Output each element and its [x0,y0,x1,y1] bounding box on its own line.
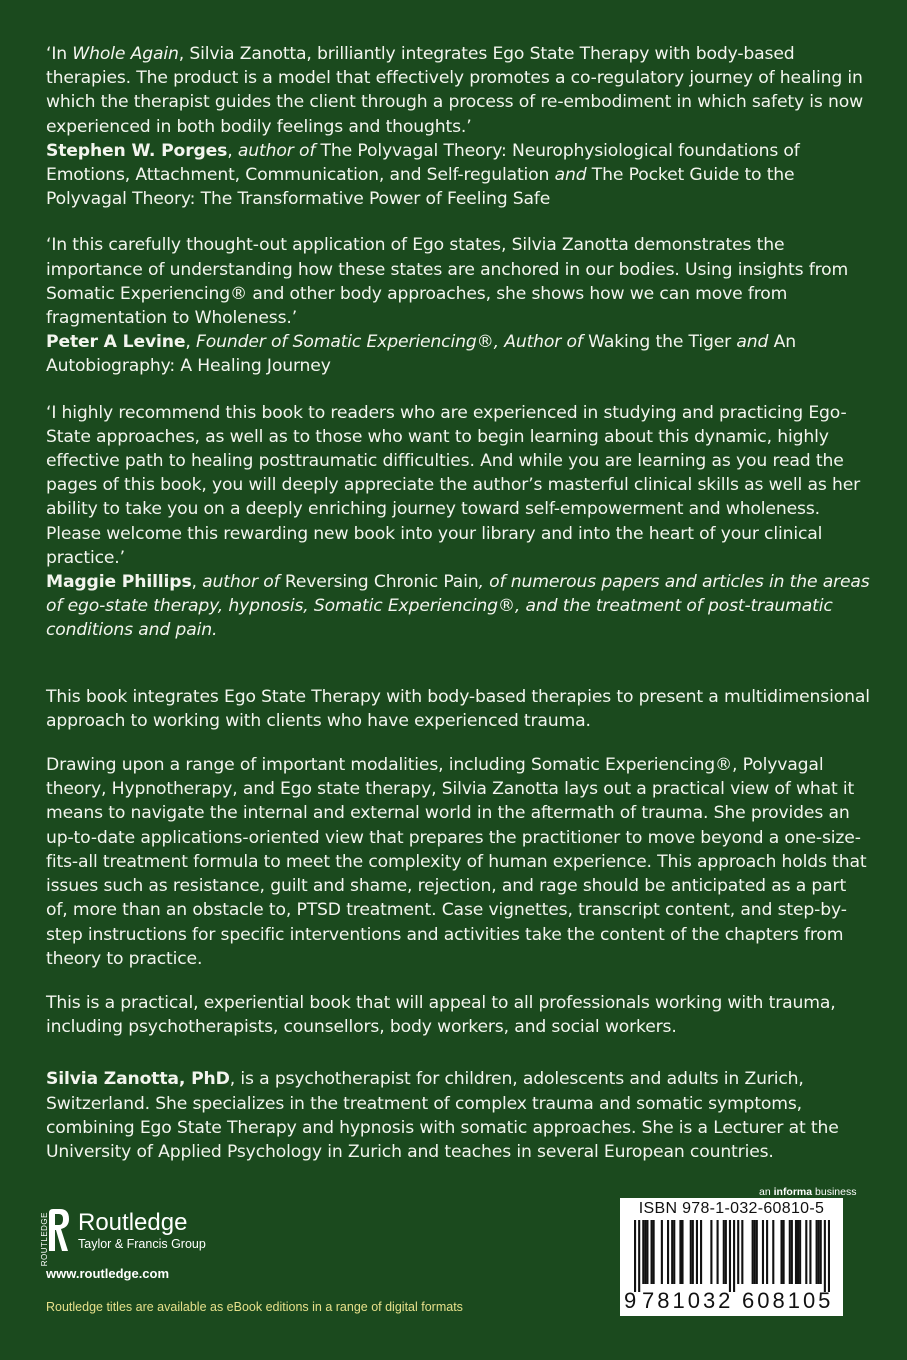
barcode-bar [681,1220,683,1284]
publisher-website: www.routledge.com [46,1266,170,1281]
barcode-bar [828,1220,830,1292]
barcode-bar [700,1220,702,1284]
barcode-bar [772,1220,774,1284]
publisher-name: Routledge [78,1208,188,1236]
barcode-bar [733,1220,735,1292]
description-paragraph: Drawing upon a range of important modalities, including Somatic Experiencing®, Polyvagal theory, Hypnotherapy, and Ego state therapy, Silvia Zanotta lays out a practical view of what it means to navigate the internal and external world in the aftermath of trauma. She provides an up-to-date applications-oriented view that prepares the practitioner to move beyond a one-size-fits-all treatment formula to meet the complexity of human experience. This approach holds that issues such as resistance, guilt and shame, rejection, and rage should be anticipated as a part of, more than an obstacle to, PTSD treatment. Case vignettes, transcript content, and step-by-step instructions for specific interventions and activities take the content of the chapters from theory to practice. [46,755,867,969]
barcode-bar [651,1220,653,1284]
barcode-bar [795,1220,797,1284]
endorsement-levine [46,233,872,378]
description-paragraph: This is a practical, experiential book that will appeal to all professionals working with trauma, including psychotherapists, counsellors, body workers, and social workers. [46,992,836,1038]
barcode-bar [634,1220,636,1292]
endorsement-attribution: Peter A Levine, Founder of Somatic Experiencing®, Author of Waking the Tiger and An Autobiography: A Healing Journey [46,332,796,377]
barcode-bar [679,1220,681,1284]
barcode-bar [818,1220,820,1284]
endorsement-porges [46,42,872,211]
informa-label: an informa business [759,1186,857,1198]
barcode-bar [729,1220,731,1292]
barcode-bar [638,1220,640,1292]
barcode-bar [791,1220,793,1284]
barcode-bar [671,1220,673,1284]
barcode-bar [653,1220,655,1284]
endorsement-attribution: Stephen W. Porges, author of The Polyvagal Theory: Neurophysiological foundations of Emotions, Attachment, Communication, and Self-regulation and The Pocket Guide to the Polyvagal Theory: The Transformative Power of Feeling Safe [46,140,800,210]
barcode-bar [789,1220,791,1284]
endorsement-quote: ‘In Whole Again, Silvia Zanotta, brilliantly integrates Ego State Therapy with body-based therapies. The product is a model that effectively promotes a co-regulatory journey of healing in which the therapist guides the client through a process of re-embodiment in which safety is now experienced in both bodily feelings and thoughts.’ [46,44,864,137]
barcode-bar [723,1220,725,1284]
endorsement-attribution: Maggie Phillips, author of Reversing Chronic Pain, of numerous papers and articles in the areas of ego-state therapy, hypnosis, Somatic Experiencing®, and the treatment of post-traumatic conditions and pain. [46,572,870,641]
barcode-bar [646,1220,648,1284]
barcode-bar [737,1220,739,1284]
barcode-bar [797,1220,799,1284]
barcode-bar [756,1220,758,1284]
barcode-bar [717,1220,719,1284]
endorser-name: Maggie Phillips [46,572,192,593]
barcode-bar [783,1220,785,1284]
barcode-bar [690,1220,692,1284]
endorser-name: Stephen W. Porges [46,140,228,161]
barcode-bar [799,1220,801,1284]
barcode-bar [754,1220,756,1284]
barcode-bar [766,1220,768,1284]
barcode-bar [762,1220,764,1284]
endorsement-quote: ‘I highly recommend this book to readers who are experienced in studying and practicing Ego-State approaches, as well as to those who want to begin learning about this dynamic, highly effective path to healing posttraumatic difficulties. And while you are learning as you read the pages of this book, you will deeply appreciate the author’s masterful clinical skills as well as her ability to take you on a deeply enriching journey toward self-empowerment and wholeness. Please welcome this rewarding new book into your library and into the heart of your clinical practice.’ [46,402,861,568]
barcode-bar [642,1220,644,1284]
barcode-bar [809,1220,811,1284]
barcode-bar [752,1220,754,1284]
description-paragraph: This book integrates Ego State Therapy with body-based therapies to present a multidimensional approach to working with clients who have experienced trauma. [46,686,870,731]
isbn-label: ISBN 978-1-032-60810-5 [638,1200,825,1217]
publisher-vertical-label: ROUTLEDGE [40,1212,49,1267]
endorser-name: Peter A Levine [46,332,186,353]
barcode-bar [780,1220,782,1284]
back-cover-text [46,42,872,1164]
barcode-bar [692,1220,694,1284]
publisher-logo [46,1207,206,1253]
barcode-bar [816,1220,818,1284]
author-bio: Silvia Zanotta, PhD, is a psychotherapist for children, adolescents and adults in Zurich, Switzerland. She specializes in the treatment of complex trauma and somatic symptoms, combining Ego State Therapy and hypnosis with somatic approaches. She is a Lecturer at the University of Applied Psychology in Zurich and teaches in several European countries. [46,1069,839,1162]
ebook-note: Routledge titles are available as eBook editions in a range of digital formats [46,1300,463,1314]
endorsement-quote: ‘In this carefully thought-out application of Ego states, Silvia Zanotta demonstrates the importance of understanding how these states are anchored in our bodies. Using insights from Somatic Experiencing® and other body approaches, she shows how we can move from fragmentation to Wholeness.’ [46,235,849,329]
isbn-barcode: ISBN 978-1-032-60810-5 9 781032 608105 [620,1198,843,1316]
barcode-bar [741,1220,743,1284]
barcode-bar [667,1220,669,1284]
barcode-bar [696,1220,698,1284]
endorsement-phillips [46,401,872,643]
barcode-bar [673,1220,675,1284]
routledge-r-icon [46,1207,72,1253]
barcode-bar [820,1220,822,1284]
barcode-bar [644,1220,646,1284]
barcode-bar [824,1220,826,1292]
barcode-bar [805,1220,807,1284]
barcode-bars [634,1220,830,1292]
author-name: Silvia Zanotta, PhD [46,1069,230,1090]
publisher-group: Taylor & Francis Group [78,1236,206,1251]
barcode-bar [710,1220,712,1284]
barcode-bar [725,1220,727,1284]
barcode-bar [661,1220,663,1284]
